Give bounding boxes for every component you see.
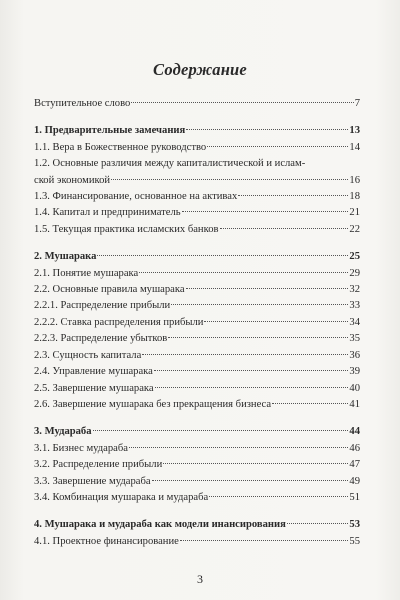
toc-chapter-entry[interactable] bbox=[34, 424, 360, 440]
toc-entry-label: 2.6. Завершение мушарака без прекращения бизнеса bbox=[34, 398, 272, 410]
toc-entry[interactable] bbox=[34, 96, 360, 112]
toc-entry-page: 41 bbox=[349, 398, 360, 410]
toc-entry[interactable] bbox=[34, 348, 360, 364]
toc-entry-label: 2.4. Управление мушарака bbox=[34, 366, 153, 378]
toc-entry-label: 1.4. Капитал и предприниматель bbox=[34, 207, 181, 219]
table-of-contents bbox=[34, 96, 360, 550]
toc-entry-page: 44 bbox=[349, 426, 360, 438]
dot-leader bbox=[186, 129, 348, 130]
toc-entry-label: 4. Мушарака и мудараба как модели инансирования bbox=[34, 519, 286, 531]
toc-entry-page: 18 bbox=[349, 191, 360, 203]
toc-entry-label: 3.1. Бизнес мудараба bbox=[34, 442, 128, 454]
section-gap bbox=[34, 413, 360, 424]
toc-entry[interactable] bbox=[34, 315, 360, 331]
toc-entry-label: 4.1. Проектное финансирование bbox=[34, 535, 179, 547]
toc-entry-label: ской экономикой bbox=[34, 174, 111, 186]
toc-entry-page: 14 bbox=[349, 141, 360, 153]
toc-entry-page: 33 bbox=[349, 300, 360, 312]
toc-entry-label: 1.5. Текущая практика исламских банков bbox=[34, 223, 219, 235]
toc-entry-page: 25 bbox=[349, 251, 360, 263]
toc-entry-page: 40 bbox=[349, 382, 360, 394]
toc-entry[interactable] bbox=[34, 490, 360, 506]
toc-entry[interactable] bbox=[34, 205, 360, 221]
toc-chapter-entry[interactable] bbox=[34, 123, 360, 139]
dot-leader bbox=[171, 304, 348, 305]
dot-leader bbox=[186, 288, 349, 289]
dot-leader bbox=[93, 430, 349, 431]
toc-entry-page: 29 bbox=[349, 267, 360, 279]
dot-leader bbox=[97, 255, 348, 256]
toc-chapter-entry[interactable] bbox=[34, 517, 360, 533]
toc-entry-label: 2.2.3. Распределение убытков bbox=[34, 333, 168, 345]
dot-leader bbox=[131, 102, 353, 103]
toc-entry[interactable] bbox=[34, 364, 360, 380]
toc-entry[interactable] bbox=[34, 266, 360, 282]
dot-leader bbox=[180, 540, 349, 541]
dot-leader bbox=[238, 195, 348, 196]
toc-entry-line: 1.2. Основные различия между капиталистической и ислам- bbox=[34, 158, 306, 170]
toc-entry-label: 3.2. Распределение прибыли bbox=[34, 459, 163, 471]
dot-leader bbox=[152, 480, 349, 481]
toc-entry-page: 46 bbox=[349, 442, 360, 454]
section-gap bbox=[34, 506, 360, 517]
dot-leader bbox=[207, 146, 348, 147]
dot-leader bbox=[272, 403, 348, 404]
toc-entry-page: 16 bbox=[349, 174, 360, 186]
toc-entry[interactable] bbox=[34, 441, 360, 457]
toc-entry-label: 1.3. Финансирование, основанное на активах bbox=[34, 191, 238, 203]
dot-leader bbox=[129, 447, 348, 448]
toc-entry-page: 39 bbox=[349, 366, 360, 378]
toc-entry-page: 34 bbox=[349, 316, 360, 328]
toc-entry-label: 2. Мушарака bbox=[34, 251, 97, 263]
toc-entry[interactable] bbox=[34, 457, 360, 473]
toc-entry-page: 32 bbox=[349, 284, 360, 296]
toc-entry-label: 2.3. Сущность капитала bbox=[34, 349, 142, 361]
dot-leader bbox=[111, 179, 348, 180]
toc-entry-page: 21 bbox=[349, 207, 360, 219]
toc-entry[interactable] bbox=[34, 381, 360, 397]
toc-entry-label: 3.3. Завершение мудараба bbox=[34, 475, 151, 487]
toc-entry[interactable] bbox=[34, 140, 360, 156]
dot-leader bbox=[142, 354, 348, 355]
dot-leader bbox=[182, 211, 349, 212]
dot-leader bbox=[287, 523, 349, 524]
toc-entry-label: 2.2.1. Распределение прибыли bbox=[34, 300, 171, 312]
toc-entry[interactable] bbox=[34, 474, 360, 490]
toc-entry-page: 7 bbox=[354, 98, 360, 109]
dot-leader bbox=[209, 496, 348, 497]
toc-entry-page: 22 bbox=[349, 223, 360, 235]
toc-entry-label: 2.2. Основные правила мушарака bbox=[34, 284, 185, 296]
toc-entry[interactable] bbox=[34, 397, 360, 413]
toc-entry[interactable] bbox=[34, 298, 360, 314]
toc-entry-page: 51 bbox=[349, 491, 360, 503]
toc-entry[interactable] bbox=[34, 331, 360, 347]
toc-entry-page: 53 bbox=[349, 519, 360, 531]
dot-leader bbox=[168, 337, 348, 338]
dot-leader bbox=[139, 272, 348, 273]
toc-entry-label: Вступительное слово bbox=[34, 98, 131, 109]
toc-entry-label: 3. Мудараба bbox=[34, 426, 92, 438]
toc-entry[interactable] bbox=[34, 189, 360, 205]
toc-entry-page: 36 bbox=[349, 349, 360, 361]
toc-entry-label: 2.2.2. Ставка распределения прибыли bbox=[34, 316, 204, 328]
toc-chapter-entry[interactable] bbox=[34, 249, 360, 265]
page-number: 3 bbox=[197, 572, 203, 586]
dot-leader bbox=[220, 228, 349, 229]
toc-entry[interactable] bbox=[34, 282, 360, 298]
dot-leader bbox=[163, 463, 348, 464]
toc-entry-label: 2.1. Понятие мушарака bbox=[34, 267, 139, 279]
toc-entry-page: 55 bbox=[349, 535, 360, 547]
toc-entry-label: 3.4. Комбинация мушарака и мудараба bbox=[34, 491, 209, 503]
toc-entry-page: 47 bbox=[349, 459, 360, 471]
toc-entry-label: 1. Предварительные замечания bbox=[34, 125, 186, 137]
toc-entry-page: 35 bbox=[349, 333, 360, 345]
section-gap bbox=[34, 112, 360, 123]
section-gap bbox=[34, 238, 360, 249]
toc-entry[interactable] bbox=[34, 534, 360, 550]
toc-entry-page: 49 bbox=[349, 475, 360, 487]
toc-entry[interactable] bbox=[34, 173, 360, 189]
toc-entry[interactable] bbox=[34, 222, 360, 238]
dot-leader bbox=[154, 370, 349, 371]
dot-leader bbox=[204, 321, 348, 322]
toc-entry-label: 1.1. Вера в Божественное руководство bbox=[34, 141, 207, 153]
dot-leader bbox=[155, 387, 349, 388]
toc-entry-label: 2.5. Завершение мушарака bbox=[34, 382, 154, 394]
page-title: Содержание bbox=[153, 60, 247, 79]
toc-entry-page: 13 bbox=[349, 125, 360, 137]
